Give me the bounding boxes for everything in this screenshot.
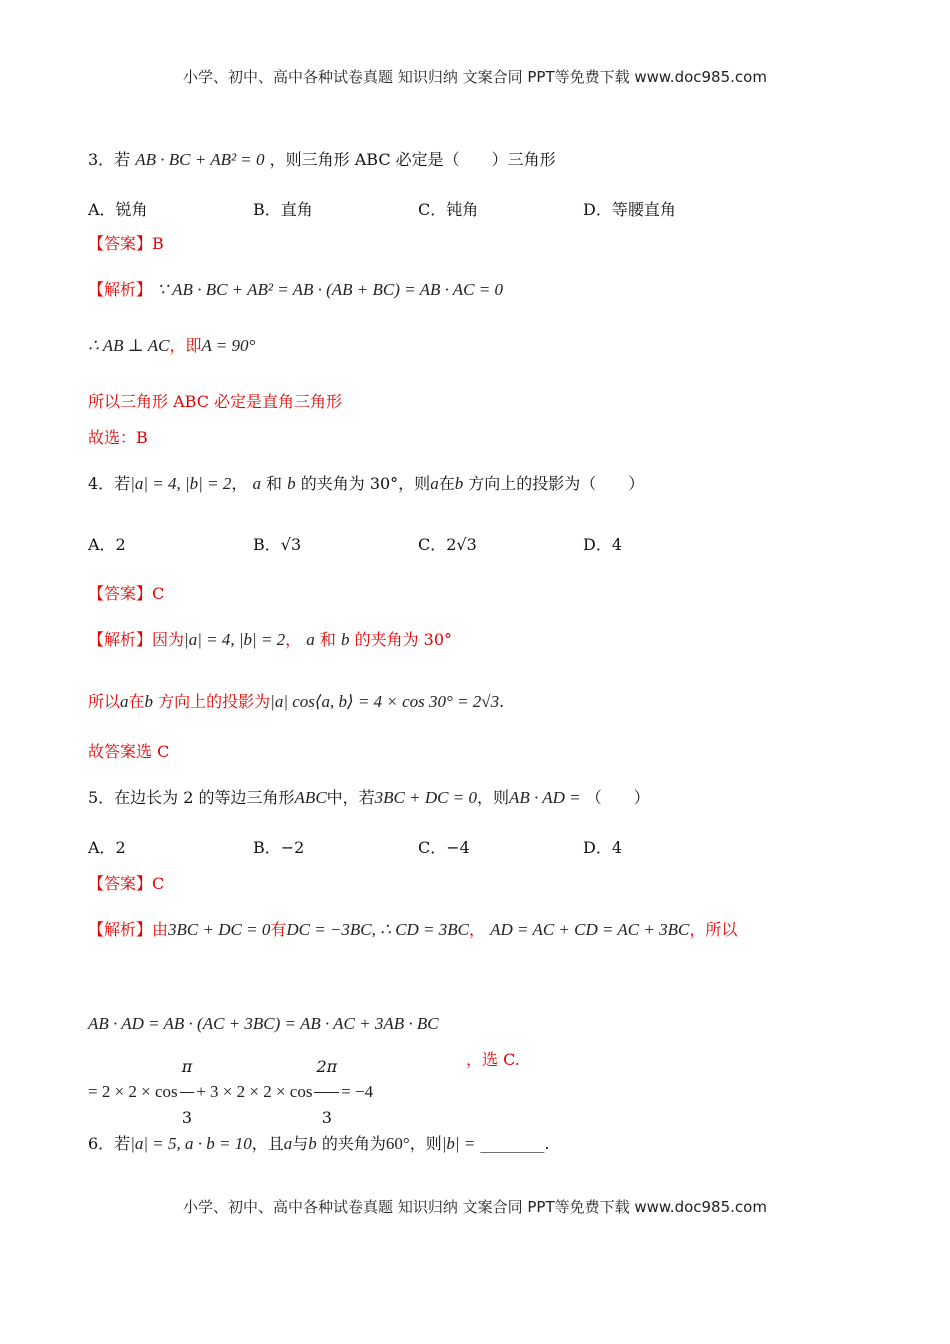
q3-option-d: D．等腰直角 <box>583 200 676 219</box>
q4-analysis-text1: 因为 <box>152 630 185 649</box>
q6-blank[interactable]: ________. <box>480 1134 550 1153</box>
q5-option-b: B．−2 <box>253 838 305 857</box>
q4-l2-text2: 方向上的投影为 <box>158 692 271 711</box>
q3-stem: ，则三角形 ABC 必定是（ ）三角形 <box>269 150 556 169</box>
q5-calc-formula1: AB · AD = AB · (AC + 3BC) = AB · AC + 3AB · BC <box>88 1014 439 1033</box>
frac-denominator: 3 <box>321 1108 332 1127</box>
q5-triangle: ABC <box>294 788 327 807</box>
q4-sep: ， <box>231 474 248 493</box>
analysis-label: 【解析】 <box>88 630 153 649</box>
q6-text2: 的夹角为 <box>321 1134 386 1153</box>
page-header: 小学、初中、高中各种试卷真题 知识归纳 文案合同 PPT等免费下载 www.doc985.com <box>183 68 767 86</box>
q3-choice: 故选：B <box>88 428 148 447</box>
q4-at: 在 <box>438 474 455 493</box>
q6-formula: |a| = 5, a · b = 10 <box>130 1134 252 1153</box>
q3-formula: AB · BC + AB² = 0 <box>135 150 265 169</box>
question-3 <box>88 148 556 172</box>
q4-choice: 故答案选 C <box>88 742 170 761</box>
question-5 <box>88 786 650 810</box>
q5-calc-part-b: + 3 × 2 × 2 × cos <box>196 1082 313 1101</box>
q4-l2-end: . <box>499 692 505 711</box>
q3-option-b: B．直角 <box>253 200 313 219</box>
q5-a-f1: 3BC + DC = 0 <box>168 920 271 939</box>
q4-analysis-a: a <box>306 630 315 649</box>
q6-text1: ，且 <box>251 1134 284 1153</box>
q6-number: 6．若 <box>88 1134 131 1153</box>
q3-number: 3．若 <box>88 150 131 169</box>
q5-calc-line1 <box>88 1012 439 1036</box>
q4-number: 4．若 <box>88 474 131 493</box>
q4-analysis-text3: 的夹角为 30° <box>354 630 453 649</box>
q5-calc-tail: ，选 C. <box>466 1050 520 1069</box>
q3-option-c: C．钝角 <box>418 200 479 219</box>
q4-option-d: D．4 <box>583 535 623 554</box>
q4-analysis-b: b <box>340 630 350 649</box>
q3-option-a: A．锐角 <box>88 200 148 219</box>
q5-calc-line2 <box>88 1042 373 1143</box>
q5-number: 5．在边长为 2 的等边三角形 <box>88 788 295 807</box>
q4-analysis-formula: |a| = 4, |b| = 2 <box>184 630 286 649</box>
q3-angle-formula: A = 90° <box>201 336 256 355</box>
q5-calc-part-a: = 2 × 2 × cos <box>88 1082 178 1101</box>
q3-analysis <box>88 278 503 302</box>
q4-analysis-and: 和 <box>319 630 336 649</box>
q5-formula: 3BC + DC = 0 <box>374 788 477 807</box>
q4-vector-a: a <box>252 474 261 493</box>
q4-stem-end: 方向上的投影为（ ） <box>468 474 645 493</box>
q4-l2-b: b <box>144 692 154 711</box>
q5-a-f3: AD = AC + CD = AC + 3BC <box>490 920 690 939</box>
q5-then: ，则 <box>476 788 509 807</box>
q5-answer: 【答案】C <box>88 874 165 893</box>
q6-formula2: |b| = <box>441 1134 476 1153</box>
q3-answer: 【答案】B <box>88 234 164 253</box>
q5-calc-part-c: = −4 <box>341 1082 374 1101</box>
q5-a-f2: DC = −3BC, ∴ CD = 3BC <box>286 920 470 939</box>
question-4 <box>88 472 644 496</box>
q3-line2-text: ，即 <box>169 336 202 355</box>
q5-option-a: A．2 <box>88 838 126 857</box>
q4-formula: |a| = 4, |b| = 2 <box>130 474 232 493</box>
q3-analysis-formula: ∵ AB · BC + AB² = AB · (AB + BC) = AB · AC = 0 <box>157 280 503 299</box>
q4-analysis-line2 <box>88 690 504 714</box>
q6-text3: ，则 <box>409 1134 442 1153</box>
q4-analysis-text2: ， <box>285 630 302 649</box>
q5-a-text1: 由 <box>152 920 169 939</box>
q4-l2-a: a <box>120 692 129 711</box>
q4-option-b: B．√3 <box>253 535 302 554</box>
q5-paren: （ ） <box>585 788 650 807</box>
frac-numerator: π <box>180 1042 195 1093</box>
q4-vector-a2: a <box>430 474 439 493</box>
q6-b: b <box>308 1134 317 1153</box>
q3-perp-formula: ∴ AB ⊥ AC <box>88 336 170 355</box>
q4-angle-text: 的夹角为 30°，则 <box>300 474 431 493</box>
q6-a: a <box>283 1134 293 1153</box>
q4-vector-b: b <box>287 474 296 493</box>
q3-analysis-line2 <box>88 334 255 358</box>
analysis-label: 【解析】 <box>88 920 153 939</box>
q4-analysis <box>88 628 452 652</box>
q5-formula2: AB · AD = <box>508 788 581 807</box>
page-footer: 小学、初中、高中各种试卷真题 知识归纳 文案合同 PPT等免费下载 www.doc985.com <box>183 1198 767 1216</box>
q4-and: 和 <box>266 474 283 493</box>
q4-l2-at: 在 <box>128 692 145 711</box>
q5-frac-2pi-3 <box>314 1042 339 1143</box>
q5-a-text3: ， <box>469 920 486 939</box>
q6-with: 与 <box>292 1134 309 1153</box>
q6-angle: 60° <box>385 1134 410 1153</box>
q4-projection-formula: |a| cos⟨a, b⟩ = 4 × cos 30° = 2√3 <box>270 692 500 711</box>
frac-numerator: 2π <box>314 1042 339 1093</box>
q4-answer: 【答案】C <box>88 584 165 603</box>
q4-option-a: A．2 <box>88 535 126 554</box>
frac-denominator: 3 <box>181 1108 193 1127</box>
q5-a-text2: 有 <box>270 920 287 939</box>
q5-a-text4: ，所以 <box>689 920 738 939</box>
q4-vector-b2: b <box>454 474 464 493</box>
q5-mid: 中，若 <box>326 788 375 807</box>
q5-frac-pi-3 <box>180 1042 195 1143</box>
question-6 <box>88 1132 549 1156</box>
q3-conclusion: 所以三角形 ABC 必定是直角三角形 <box>88 392 343 411</box>
q4-l2-text1: 所以 <box>88 692 121 711</box>
q5-option-c: C．−4 <box>418 838 470 857</box>
q5-option-d: D．4 <box>583 838 623 857</box>
q5-analysis <box>88 918 737 942</box>
q4-option-c: C．2√3 <box>418 535 477 554</box>
analysis-label: 【解析】 <box>88 280 153 299</box>
